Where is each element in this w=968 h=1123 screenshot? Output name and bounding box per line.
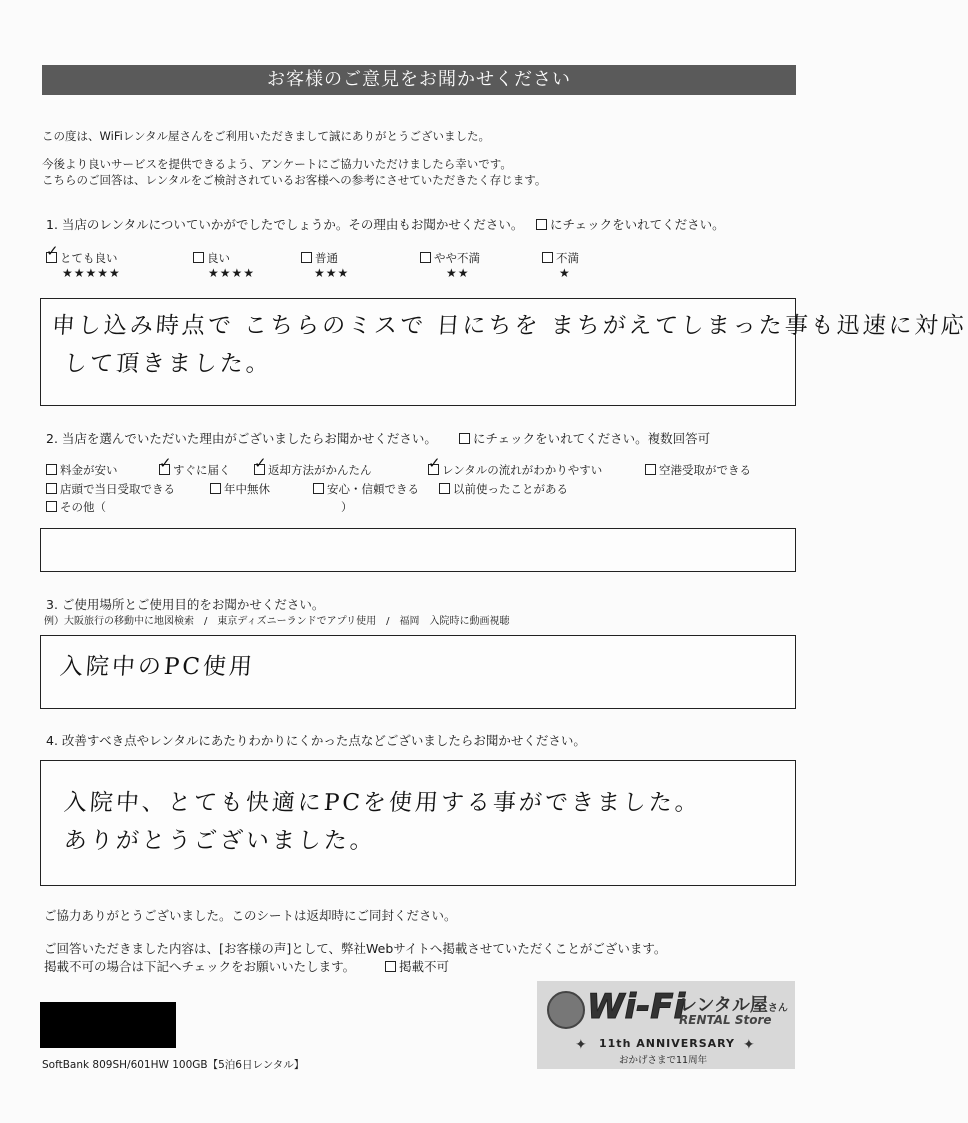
checkbox-icon[interactable] [46,483,57,494]
q2-option-open-every-day[interactable]: 年中無休 [210,481,270,497]
logo-en-name: RENTAL Store [679,1013,772,1027]
checkbox-legend-icon [536,219,547,230]
intro-line-3: こちらのご回答は、レンタルをご検討されているお客様への参考にさせていただきたく存じます。 [42,173,547,187]
question-4-label: 4. 改善すべき点やレンタルにあたりわかりにくかった点などございましたらお聞かせください。 [46,733,586,748]
checkbox-icon[interactable] [420,252,431,263]
checkbox-legend-icon [459,433,470,444]
q2-option-trustworthy[interactable]: 安心・信頼できる [313,481,419,497]
sparkle-icon: ✦ [575,1037,587,1053]
checkbox-icon[interactable] [46,464,57,475]
checkbox-icon[interactable] [428,464,439,475]
device-info: SoftBank 809SH/601HW 100GB【5泊6日レンタル】 [42,1059,305,1071]
logo-anniversary: 11th ANNIVERSARY [599,1037,736,1050]
q2-option-fast-delivery[interactable]: ✓ すぐに届く [159,462,231,478]
question-1-label: 1. 当店のレンタルについていかがでしたでしょうか。その理由もお聞かせください。 [46,217,524,232]
q2-option-other[interactable]: その他（ [46,499,106,515]
checkbox-icon[interactable] [254,464,265,475]
checkbox-icon[interactable] [46,252,57,263]
q2-option-airport-pickup[interactable]: 空港受取ができる [645,462,751,478]
publish-notice-2: 掲載不可の場合は下記へチェックをお願いいたします。 [44,959,356,974]
mascot-icon [547,991,585,1029]
q1-stars-1: ★ [559,266,571,280]
checkbox-icon[interactable] [439,483,450,494]
checkbox-icon[interactable] [301,252,312,263]
q3-answer: 入院中のPC使用 [58,654,256,680]
intro-line-1: この度は、WiFiレンタル屋さんをご利用いただきまして誠にありがとうございました。 [42,129,491,143]
q1-stars-5: ★★★★★ [62,266,121,280]
q1-answer-line-2: して頂きました。 [62,351,273,377]
checkbox-icon[interactable] [645,464,656,475]
thanks-text: ご協力ありがとうございました。このシートは返却時にご同封ください。 [44,908,457,923]
q1-answer-line-1: 申し込み時点で こちらのミスで 日にちを まちがえてしまった事も迅速に対応 [50,313,968,339]
checkbox-icon[interactable] [385,961,396,972]
q2-option-used-before[interactable]: 以前使ったことがある [439,481,568,497]
logo-wifi-text: Wi-Fi [587,987,686,1027]
q2-option-store-pickup[interactable]: 店頭で当日受取できる [46,481,175,497]
q1-stars-4: ★★★★ [208,266,256,280]
form-title: お客様のご意見をお聞かせください [42,65,796,95]
intro-line-2: 今後より良いサービスを提供できるよう、アンケートにご協力いただけましたら幸いです。 [42,157,512,171]
checkbox-icon[interactable] [210,483,221,494]
q1-option-slightly-dissatisfied[interactable]: やや不満 [420,250,480,266]
publish-notice-1: ご回答いただきました内容は、[お客様の声]として、弊社Webサイトへ掲載させていただくことがございます。 [44,941,667,956]
q2-other-close: ） [341,500,353,514]
checkbox-icon[interactable] [193,252,204,263]
no-publish-option[interactable]: 掲載不可 [385,957,449,975]
redacted-name-block [40,1002,176,1048]
q2-answer-box[interactable] [40,528,796,572]
question-3-label: 3. ご使用場所とご使用目的をお聞かせください。 [46,597,325,612]
q2-option-cheap[interactable]: 料金が安い [46,462,118,478]
question-3-example: 例）大阪旅行の移動中に地図検索 / 東京ディズニーランドでアプリ使用 / 福岡 入院時に動画視聴 [44,616,510,627]
q1-option-average[interactable]: 普通 [301,250,338,266]
q1-stars-3: ★★★ [314,266,350,280]
store-logo [537,981,795,1069]
checkbox-icon[interactable] [159,464,170,475]
q1-stars-2: ★★ [446,266,470,280]
question-2-instruction: にチェックをいれてください。複数回答可 [459,429,710,447]
q2-option-easy-return[interactable]: ✓ 返却方法がかんたん [254,462,372,478]
question-2-label: 2. 当店を選んでいただいた理由がございましたらお聞かせください。 [46,431,437,446]
q1-option-good[interactable]: 良い [193,250,230,266]
question-1-instruction: にチェックをいれてください。 [536,215,725,233]
q1-option-very-good[interactable]: ✓とても良い [46,250,118,266]
logo-jp-name: レンタル屋さん [679,995,788,1016]
logo-subtitle: おかげさまで11周年 [619,1055,708,1066]
sparkle-icon: ✦ [743,1037,755,1053]
q2-option-easy-flow[interactable]: ✓ レンタルの流れがわかりやすい [428,462,602,478]
q4-answer-line-2: ありがとうございました。 [62,828,377,854]
q1-option-dissatisfied[interactable]: 不満 [542,250,579,266]
checkbox-icon[interactable] [313,483,324,494]
q4-answer-line-1: 入院中、とても快適にPCを使用する事ができました。 [62,790,702,816]
checkbox-icon[interactable] [542,252,553,263]
checkbox-icon[interactable] [46,501,57,512]
